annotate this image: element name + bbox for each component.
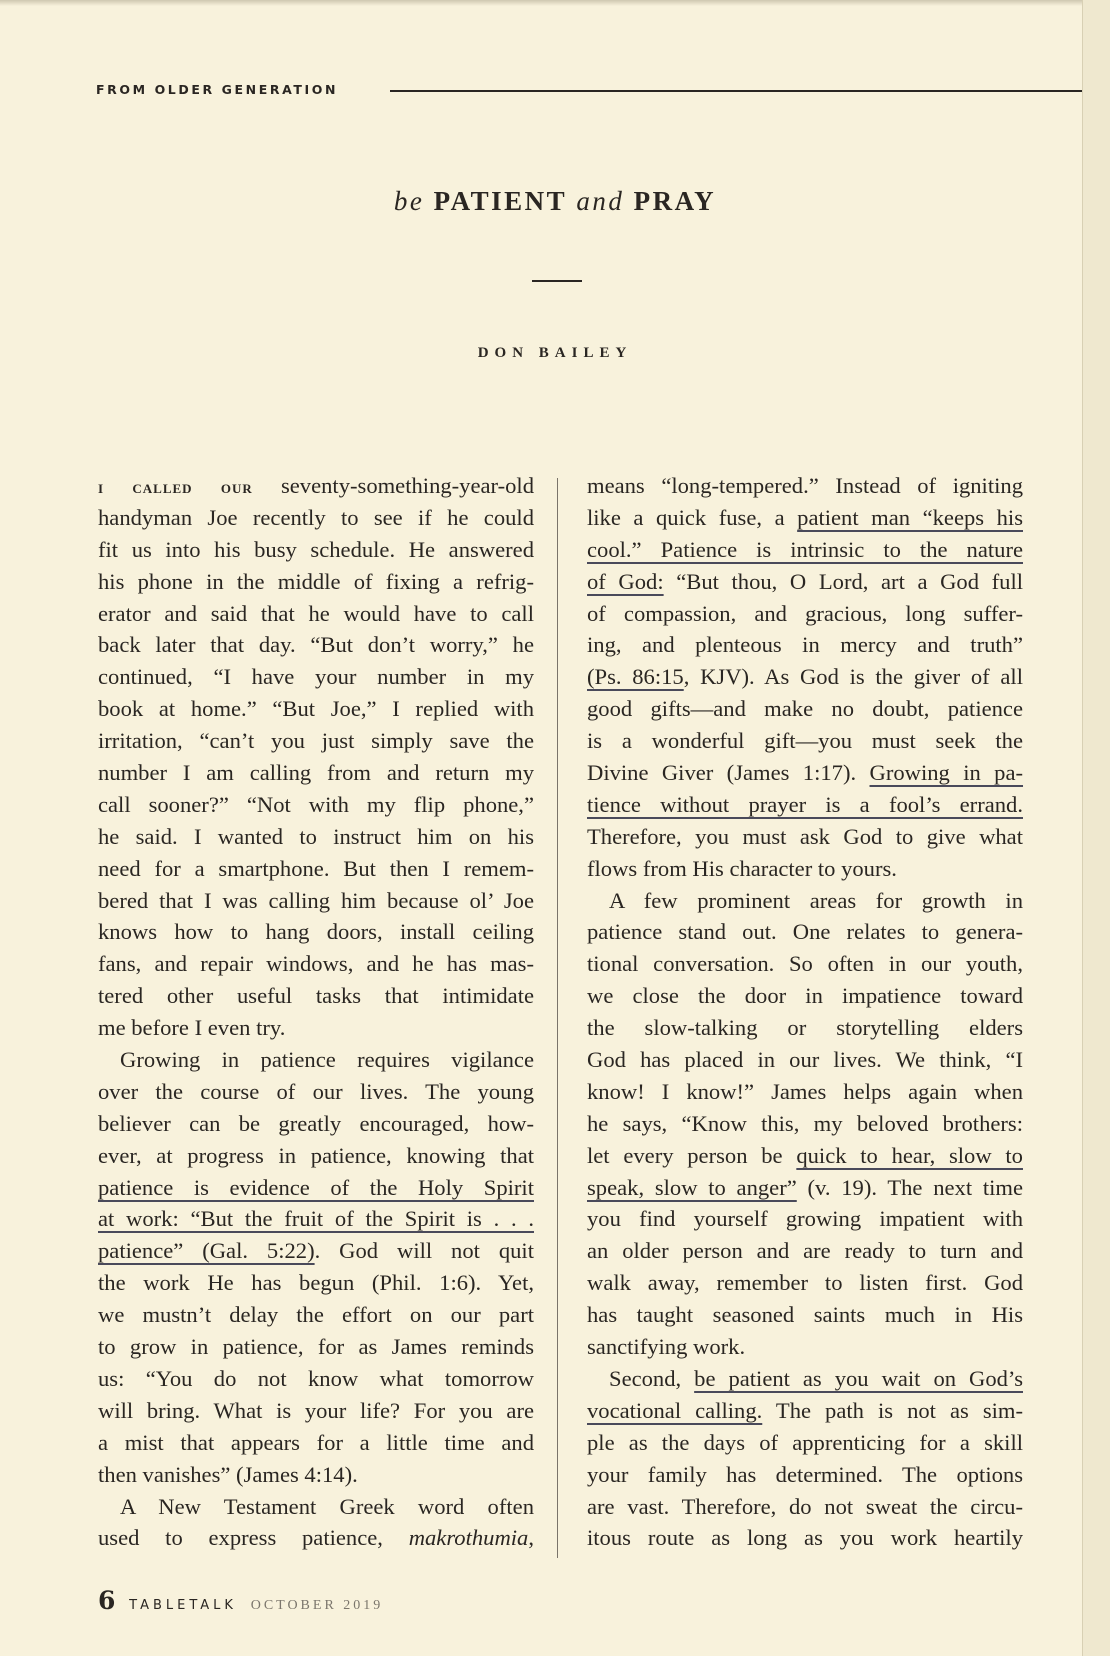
underlined-text: Growing in pa- (869, 760, 1024, 786)
text-segment: seventy-something-year-old (252, 473, 535, 498)
text-segment: has taught seasoned saints much in His (587, 1302, 1023, 1328)
text-segment: used to express patience, (98, 1525, 409, 1551)
text-line (587, 1203, 1023, 1235)
text-segment: call sooner?” “Not with my flip phone,” (98, 791, 534, 817)
text-segment: a mist that appears for a little time and (98, 1429, 534, 1455)
text-line (98, 1012, 534, 1044)
text-line (587, 1331, 1023, 1363)
text-segment: fans, and repair windows, and he has mas- (98, 951, 534, 977)
underlined-text: patience is evidence of the Holy Spirit (98, 1174, 534, 1200)
text-line (98, 757, 534, 789)
text-segment: knows how to hang doors, install ceiling (98, 919, 534, 945)
text-line (98, 470, 534, 502)
page-footer (98, 1586, 383, 1615)
text-line (587, 789, 1023, 821)
text-line (587, 1012, 1023, 1044)
text-segment: we mustn’t delay the effort on our part (98, 1302, 534, 1328)
underlined-text: quick to hear, slow to (796, 1142, 1023, 1168)
text-segment: Growing in patience requires vigilance (120, 1047, 534, 1073)
text-segment: Divine Giver (James 1:17). (587, 760, 870, 786)
text-segment: ple as the days of apprenticing for a skill (587, 1429, 1023, 1455)
text-line (587, 885, 1023, 917)
text-segment: your family has determined. The options (587, 1461, 1023, 1487)
text-line (98, 661, 534, 693)
text-line (587, 566, 1023, 598)
text-line (98, 1076, 534, 1108)
text-segment: The path is not as sim- (762, 1397, 1023, 1423)
text-line (98, 789, 534, 821)
text-segment: an older person and are ready to turn and (587, 1238, 1023, 1264)
text-segment: believer can be greatly encouraged, how- (98, 1110, 534, 1136)
text-line (98, 885, 534, 917)
text-line (587, 948, 1023, 980)
text-line (98, 1203, 534, 1235)
text-line (587, 470, 1023, 502)
text-line (98, 566, 534, 598)
underlined-text: of God: (587, 568, 664, 594)
text-segment: tered other useful tasks that intimidate (98, 983, 534, 1009)
text-segment: tional conversation. So often in our youth, (587, 951, 1023, 977)
text-segment: number I am calling from and return my (98, 760, 534, 786)
text-segment: irritation, “can’t you just simply save the (98, 728, 534, 754)
text-line (587, 916, 1023, 948)
section-rule (390, 90, 1082, 92)
text-segment: he says, “Know this, my beloved brothers: (587, 1110, 1023, 1136)
text-line (98, 1299, 534, 1331)
text-segment: (v. 19). The next time (796, 1174, 1023, 1200)
text-segment: , KJV). As God is the giver of all (683, 664, 1023, 690)
text-line (587, 1140, 1023, 1172)
text-line (98, 1395, 534, 1427)
text-line (98, 821, 534, 853)
text-line (587, 629, 1023, 661)
text-line (587, 980, 1023, 1012)
text-line (587, 1427, 1023, 1459)
underlined-text: patient man “keeps his (797, 504, 1023, 530)
text-line (98, 1044, 534, 1076)
text-segment: i called our (98, 477, 253, 498)
text-segment: the work He has begun (Phil. 1:6). Yet, (98, 1270, 534, 1296)
text-line (98, 629, 534, 661)
text-segment: of compassion, and gracious, long suffer- (587, 600, 1023, 626)
magazine-name: TABLETALK (129, 1598, 237, 1613)
underlined-text: tience without prayer is a fool’s errand. (587, 791, 1023, 817)
text-segment: good gifts—and make no doubt, patience (587, 696, 1023, 722)
section-label: FROM OLDER GENERATION (96, 82, 339, 97)
underlined-text: patience” (Gal. 5:22) (98, 1238, 315, 1264)
text-line (98, 502, 534, 534)
text-line (98, 1108, 534, 1140)
text-line (98, 1427, 534, 1459)
text-segment: like a quick fuse, a (587, 504, 798, 530)
text-segment: sanctifying work. (587, 1334, 746, 1360)
title-rule (532, 280, 582, 282)
page-number: 6 (98, 1586, 116, 1615)
title-word-be: be (393, 186, 425, 216)
text-line (587, 661, 1023, 693)
column-right (587, 470, 1023, 1554)
text-segment: you find yourself growing impatient with (587, 1206, 1023, 1232)
text-segment: God has placed in our lives. We think, “I (587, 1047, 1023, 1073)
title-word-pray: PRAY (633, 186, 717, 216)
text-line (587, 1491, 1023, 1523)
text-segment: ever, at progress in patience, knowing that (98, 1142, 534, 1168)
text-line (587, 1044, 1023, 1076)
text-line (98, 1172, 534, 1204)
text-line (587, 1395, 1023, 1427)
text-segment: erator and said that he would have to call (98, 600, 534, 626)
text-line (587, 821, 1023, 853)
text-segment: is a wonderful gift—you must seek the (587, 728, 1023, 754)
text-segment: makrothumia (408, 1525, 529, 1551)
text-segment: patience stand out. One relates to genera- (587, 919, 1023, 945)
text-line (98, 725, 534, 757)
text-line (98, 1459, 534, 1491)
underlined-text: cool.” Patience is intrinsic to the nature (587, 536, 1023, 562)
text-line (587, 1108, 1023, 1140)
text-segment: then vanishes” (James 4:14). (98, 1461, 358, 1487)
underlined-text: be patient as you wait on God’s (694, 1365, 1023, 1391)
text-line (587, 1172, 1023, 1204)
text-segment: “But thou, O Lord, art a God full (663, 568, 1023, 594)
text-segment: over the course of our lives. The young (98, 1078, 534, 1104)
text-line (98, 853, 534, 885)
text-segment: let every person be (587, 1142, 797, 1168)
text-line (98, 1267, 534, 1299)
text-segment: are vast. Therefore, do not sweat the circu- (587, 1493, 1023, 1519)
text-line (587, 1267, 1023, 1299)
text-line (587, 534, 1023, 566)
text-segment: me before I even try. (98, 1015, 286, 1041)
underlined-text: speak, slow to anger” (587, 1174, 797, 1200)
scan-top-shadow (0, 0, 1110, 6)
text-line (98, 534, 534, 566)
underlined-text: (Ps. 86:15 (587, 664, 684, 690)
text-line (98, 980, 534, 1012)
text-line (587, 693, 1023, 725)
text-segment: A New Testament Greek word often (120, 1493, 534, 1519)
text-line (587, 502, 1023, 534)
author-byline: DON BAILEY (477, 345, 633, 361)
text-segment: . God will not quit (314, 1238, 534, 1264)
text-line (98, 948, 534, 980)
page-edge (1082, 0, 1110, 1656)
text-line (587, 1363, 1023, 1395)
text-segment: know! I know!” James helps again when (587, 1078, 1023, 1104)
text-segment: back later that day. “But don’t worry,” he (98, 632, 534, 658)
column-left (98, 470, 534, 1554)
text-line (587, 1459, 1023, 1491)
text-line (587, 853, 1023, 885)
text-segment: means “long-tempered.” Instead of igniting (587, 473, 1023, 498)
text-segment: continued, “I have your number in my (98, 664, 534, 690)
text-line (98, 1140, 534, 1172)
column-divider (557, 478, 558, 1558)
text-line (98, 1522, 534, 1554)
issue-date: OCTOBER 2019 (250, 1598, 384, 1613)
text-line (587, 1235, 1023, 1267)
text-segment: A few prominent areas for growth in (609, 887, 1023, 913)
text-segment: will bring. What is your life? For you are (98, 1397, 534, 1423)
text-line (587, 1299, 1023, 1331)
text-segment: the slow-talking or storytelling elders (587, 1015, 1023, 1041)
text-segment: his phone in the middle of fixing a refrig- (98, 568, 534, 594)
title-word-patient: PATIENT (433, 186, 568, 216)
text-line (98, 1491, 534, 1523)
text-segment: , (528, 1525, 534, 1551)
text-segment: need for a smartphone. But then I remem- (98, 855, 534, 881)
title-word-and: and (576, 186, 625, 216)
text-line (98, 1235, 534, 1267)
text-segment: handyman Joe recently to see if he could (98, 504, 534, 530)
text-segment: we close the door in impatience toward (587, 983, 1023, 1009)
text-segment: itous route as long as you work heartily (587, 1525, 1023, 1551)
text-line (587, 598, 1023, 630)
text-line (587, 757, 1023, 789)
text-segment: Second, (609, 1365, 695, 1391)
text-segment: to grow in patience, for as James reminds (98, 1334, 534, 1360)
text-segment: book at home.” “But Joe,” I replied with (98, 696, 534, 722)
text-line (98, 1363, 534, 1395)
text-segment: walk away, remember to listen first. God (587, 1270, 1023, 1296)
text-segment: us: “You do not know what tomorrow (98, 1365, 534, 1391)
text-line (98, 598, 534, 630)
underlined-text: vocational calling. (587, 1397, 763, 1423)
text-segment: he said. I wanted to instruct him on his (98, 823, 534, 849)
text-segment: Therefore, you must ask God to give what (587, 823, 1023, 849)
underlined-text: at work: “But the fruit of the Spirit is . . . (98, 1206, 534, 1232)
article-title (0, 186, 1110, 217)
text-line (98, 916, 534, 948)
text-segment: fit us into his busy schedule. He answered (98, 536, 534, 562)
text-line (587, 1522, 1023, 1554)
text-segment: flows from His character to yours. (587, 855, 897, 881)
text-line (98, 693, 534, 725)
text-segment: ing, and plenteous in mercy and truth” (587, 632, 1023, 658)
text-line (587, 725, 1023, 757)
text-segment: bered that I was calling him because ol’ Joe (98, 887, 534, 913)
text-line (98, 1331, 534, 1363)
text-line (587, 1076, 1023, 1108)
